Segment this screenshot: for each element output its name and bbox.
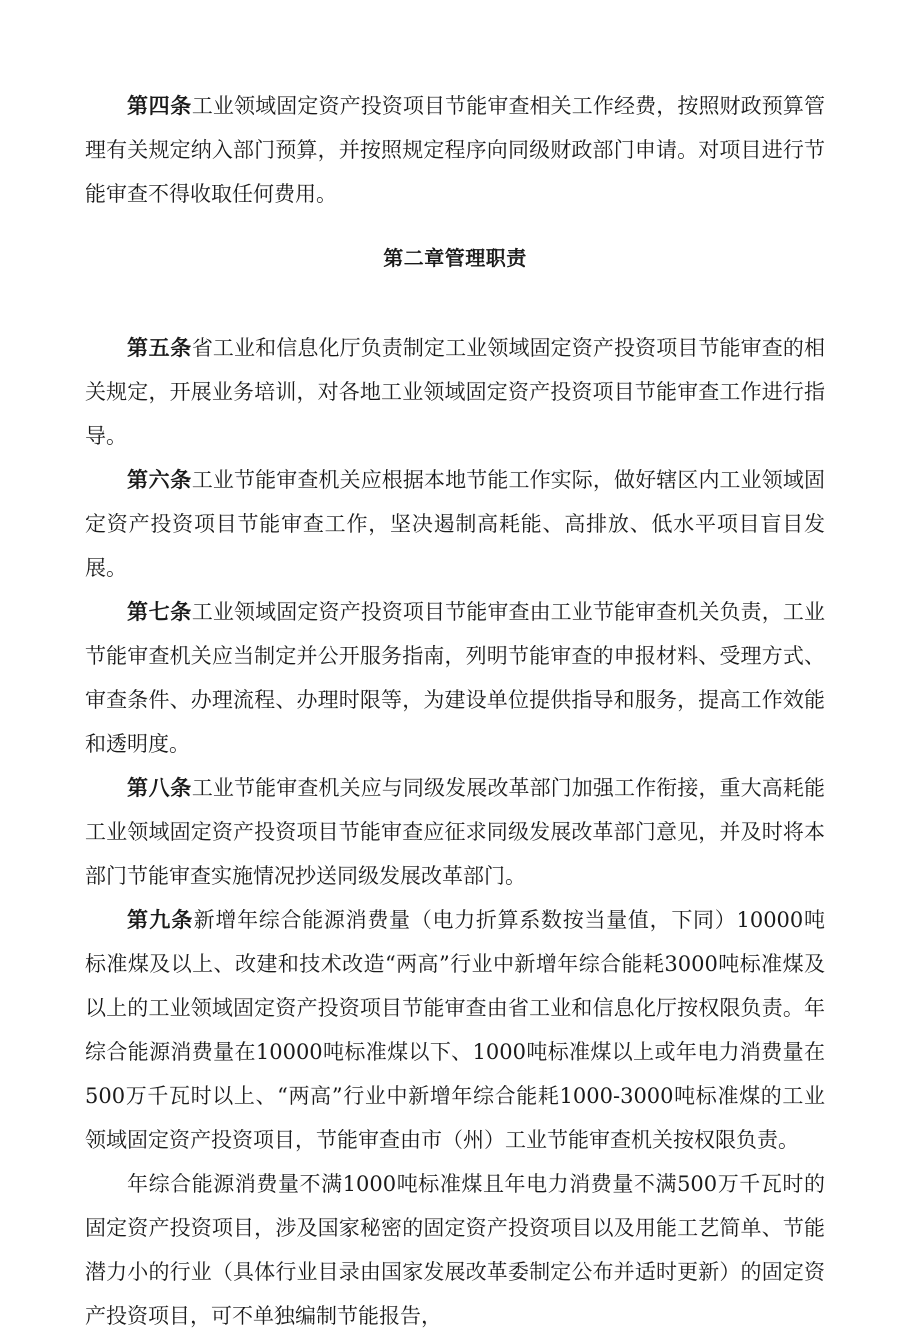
article-5-label: 第五条 <box>127 336 192 360</box>
article-5 <box>85 326 825 458</box>
chapter-2-heading: 第二章管理职责 <box>383 246 527 270</box>
article-9-paragraph-2 <box>85 1162 825 1338</box>
article-4-label: 第四条 <box>127 94 192 118</box>
document-body <box>85 84 825 1338</box>
article-9 <box>85 898 825 1162</box>
article-6 <box>85 458 825 590</box>
article-7 <box>85 590 825 766</box>
article-9-text: 新增年综合能源消费量（电力折算系数按当量值，下同）10000吨标准煤及以上、改建和技术改造“两高”行业中新增年综合能耗3000吨标准煤及以上的工业领域固定资产投资项目节能审查由省工业和信息化厅按权限负责。年综合能源消费量在10000吨标准煤以下、1000吨标准煤以上或年电力消费量在500万千瓦时以上、“两高”行业中新增年综合能耗1000-3000吨标准煤的工业领域固定资产投资项目，节能审查由市（州）工业节能审查机关按权限负责。 <box>85 908 825 1152</box>
article-8-label: 第八条 <box>127 776 192 800</box>
article-4 <box>85 84 825 216</box>
article-4-text: 工业领域固定资产投资项目节能审查相关工作经费，按照财政预算管理有关规定纳入部门预算，并按照规定程序向同级财政部门申请。对项目进行节能审查不得收取任何费用。 <box>85 94 825 206</box>
article-7-label: 第七条 <box>127 600 192 624</box>
article-5-text: 省工业和信息化厅负责制定工业领域固定资产投资项目节能审查的相关规定，开展业务培训，对各地工业领域固定资产投资项目节能审查工作进行指导。 <box>85 336 825 448</box>
article-6-text: 工业节能审查机关应根据本地节能工作实际，做好辖区内工业领域固定资产投资项目节能审查工作，坚决遏制高耗能、高排放、低水平项目盲目发展。 <box>85 468 825 580</box>
article-9-paragraph-2-text: 年综合能源消费量不满1000吨标准煤且年电力消费量不满500万千瓦时的固定资产投资项目，涉及国家秘密的固定资产投资项目以及用能工艺简单、节能潜力小的行业（具体行业目录由国家发展改革委制定公布并适时更新）的固定资产投资项目，可不单独编制节能报告， <box>85 1172 825 1328</box>
heading-spacer-bottom <box>85 280 825 326</box>
article-6-label: 第六条 <box>127 468 192 492</box>
heading-spacer-top <box>85 216 825 236</box>
article-8 <box>85 766 825 898</box>
article-7-text: 工业领域固定资产投资项目节能审查由工业节能审查机关负责，工业节能审查机关应当制定并公开服务指南，列明节能审查的申报材料、受理方式、审查条件、办理流程、办理时限等，为建设单位提供指导和服务，提高工作效能和透明度。 <box>85 600 825 756</box>
article-9-label: 第九条 <box>127 908 194 932</box>
article-8-text: 工业节能审查机关应与同级发展改革部门加强工作衔接，重大高耗能工业领域固定资产投资项目节能审查应征求同级发展改革部门意见，并及时将本部门节能审查实施情况抄送同级发展改革部门。 <box>85 776 825 888</box>
